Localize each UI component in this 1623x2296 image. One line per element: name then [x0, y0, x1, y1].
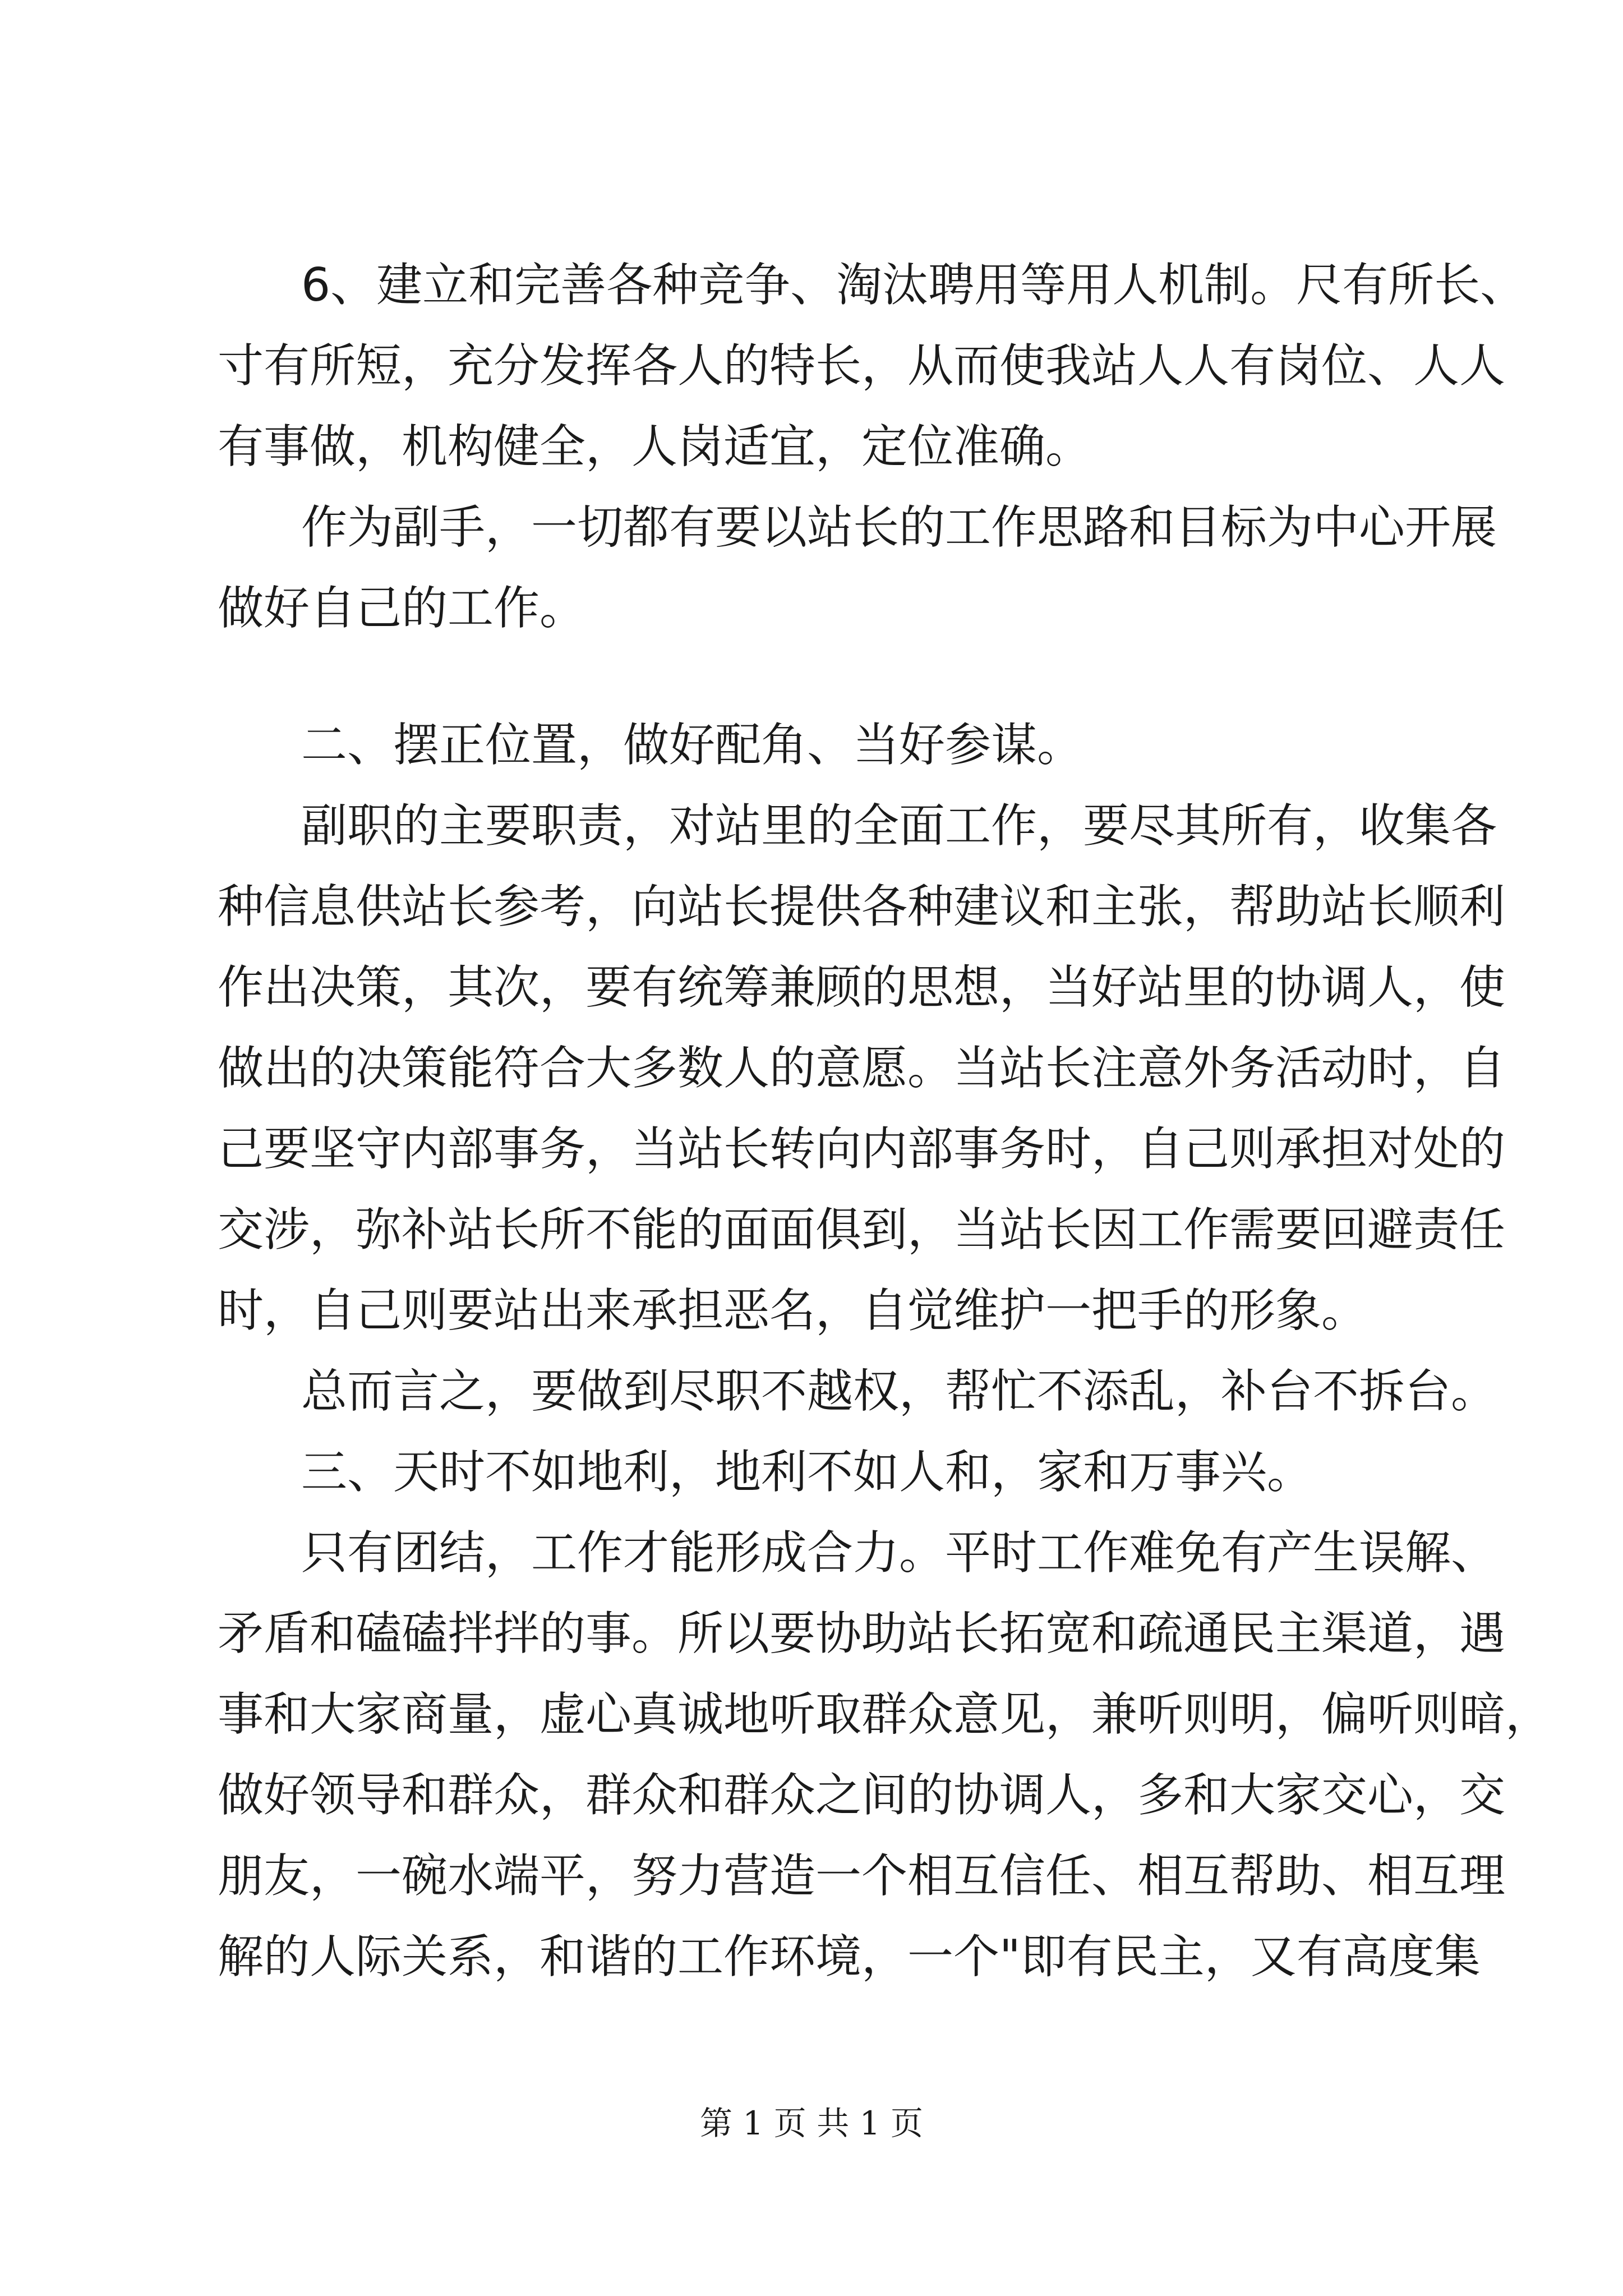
line-text: 作为副手，一切都有要以站长的工作思路和目标为中心开展 [301, 501, 1497, 554]
line-text: 作出决策，其次，要有统筹兼顾的思想，当好站里的协调人，使 [218, 961, 1506, 1014]
text-line [0, 703, 1623, 788]
page-footer: 第 1 页 共 1 页 [700, 2104, 923, 2142]
text-line [0, 1915, 1623, 1999]
text-line [0, 1107, 1623, 1191]
text-line [0, 1430, 1623, 1515]
line-text: 副职的主要职责，对站里的全面工作，要尽其所有，收集各 [301, 799, 1497, 853]
line-text: 时，自己则要站出来承担恶名，自觉维护一把手的形象。 [218, 1284, 1368, 1337]
text-line [0, 1269, 1623, 1353]
line-text: 解的人际关系，和谐的工作环境，一个"即有民主，又有高度集 [218, 1930, 1481, 1984]
text-line [0, 1592, 1623, 1676]
text-line [0, 946, 1623, 1030]
text-line [0, 243, 1623, 328]
line-text: 有事做，机构健全，人岗适宜，定位准确。 [218, 420, 1092, 473]
line-text: 三、天时不如地利，地利不如人和，家和万事兴。 [301, 1446, 1313, 1499]
line-text: 总而言之，要做到尽职不越权，帮忙不添乱，补台不拆台。 [301, 1365, 1497, 1418]
text-line [0, 486, 1623, 570]
text-line [0, 405, 1623, 489]
line-text: 朋友，一碗水端平，努力营造一个相互信任、相互帮助、相互理 [218, 1849, 1506, 1903]
line-text: 寸有所短，充分发挥各人的特长，从而使我站人人有岗位、人人 [218, 339, 1506, 393]
line-text: 只有团结，工作才能形成合力。平时工作难免有产生误解、 [301, 1526, 1497, 1580]
text-line [0, 1754, 1623, 1838]
text-line [0, 784, 1623, 868]
line-text: 交涉，弥补站长所不能的面面俱到，当站长因工作需要回避责任 [218, 1203, 1506, 1257]
line-text: 事和大家商量，虚心真诚地听取群众意见，兼听则明，偏听则暗， [218, 1688, 1552, 1741]
line-text: 做出的决策能符合大多数人的意愿。当站长注意外务活动时，自 [218, 1042, 1506, 1095]
line-text: 做好自己的工作。 [218, 582, 586, 635]
text-line [0, 324, 1623, 408]
line-text: 矛盾和磕磕拌拌的事。所以要协助站长拓宽和疏通民主渠道，遇 [218, 1607, 1506, 1660]
text-line [0, 1511, 1623, 1595]
text-line [0, 1188, 1623, 1272]
text-line [0, 1673, 1623, 1757]
text-line [0, 1027, 1623, 1111]
text-line [0, 1834, 1623, 1918]
line-text: 做好领导和群众，群众和群众之间的协调人，多和大家交心，交 [218, 1769, 1506, 1822]
text-line [0, 1350, 1623, 1434]
line-text: 6、建立和完善各种竞争、淘汰聘用等用人机制。尺有所长、 [301, 259, 1527, 312]
text-line [0, 567, 1623, 651]
line-text: 种信息供站长参考，向站长提供各种建议和主张，帮助站长顺利 [218, 880, 1506, 933]
line-text: 二、摆正位置，做好配角、当好参谋。 [301, 719, 1083, 772]
text-line [0, 865, 1623, 949]
line-text: 己要坚守内部事务，当站长转向内部事务时，自己则承担对处的 [218, 1122, 1506, 1176]
